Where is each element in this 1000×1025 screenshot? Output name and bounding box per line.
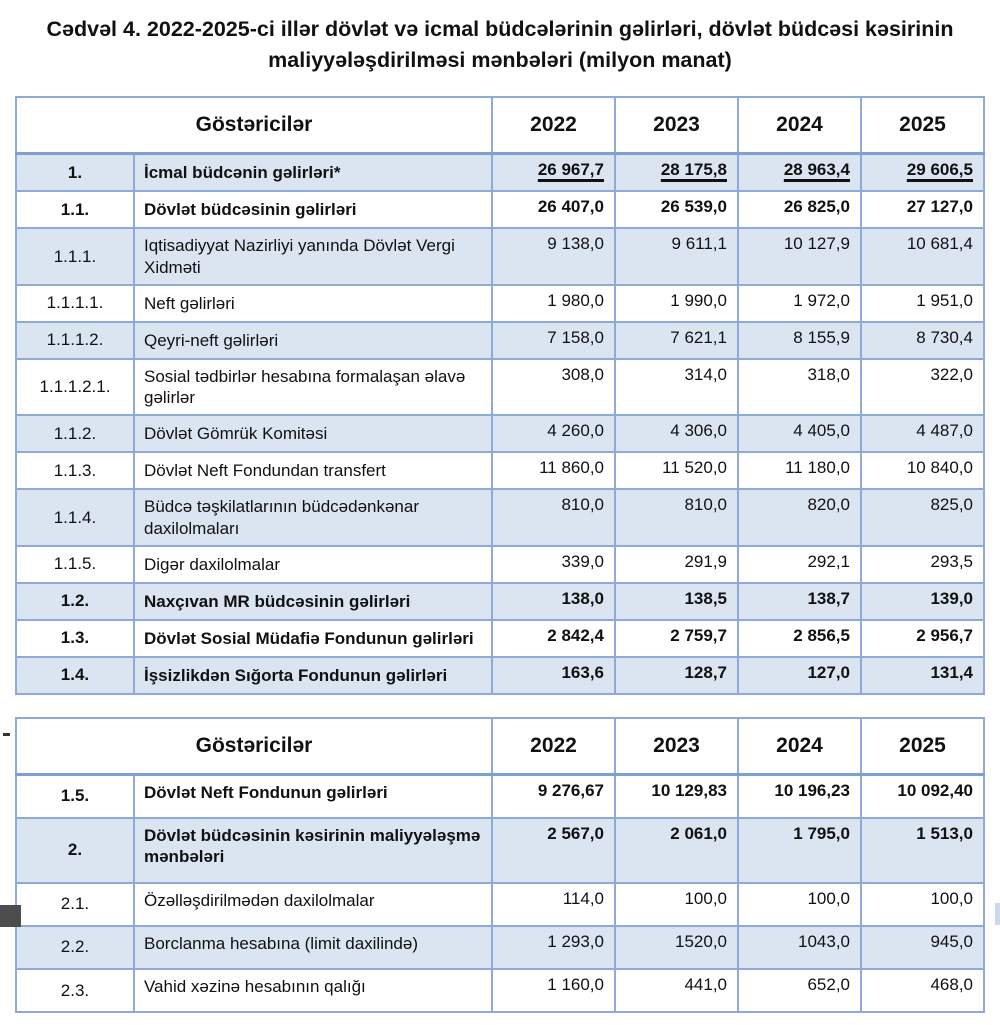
value-cell-2024: 4 405,0 <box>738 415 861 452</box>
indicator-label-cell: İcmal büdcənin gəlirləri* <box>134 154 492 192</box>
value-cell-2022: 114,0 <box>492 883 615 926</box>
row-number-cell: 1.1.4. <box>16 489 134 546</box>
year-2025-column-header: 2025 <box>861 97 984 154</box>
value-cell-2023: 1520,0 <box>615 926 738 969</box>
table-body <box>16 154 984 694</box>
value-cell-2024: 10 196,23 <box>738 774 861 818</box>
value-cell-2024: 652,0 <box>738 969 861 1012</box>
year-2022-column-header: 2022 <box>492 718 615 775</box>
year-2025-column-header: 2025 <box>861 718 984 775</box>
table-row <box>16 818 984 883</box>
value-cell-2025: 131,4 <box>861 657 984 694</box>
row-number-cell: 2.1. <box>16 883 134 926</box>
value-cell-2023: 138,5 <box>615 583 738 620</box>
value-cell-2022: 9 276,67 <box>492 774 615 818</box>
table-row <box>16 657 984 694</box>
value-cell-2025: 1 513,0 <box>861 818 984 883</box>
value-cell-2023: 128,7 <box>615 657 738 694</box>
indicator-label-cell: Dövlət Sosial Müdafiə Fondunun gəlirləri <box>134 620 492 657</box>
value-cell-2024: 820,0 <box>738 489 861 546</box>
value-cell-2023: 10 129,83 <box>615 774 738 818</box>
value-cell-2024: 292,1 <box>738 546 861 583</box>
year-2024-column-header: 2024 <box>738 718 861 775</box>
value-cell-2024: 318,0 <box>738 359 861 416</box>
value-cell-2022: 138,0 <box>492 583 615 620</box>
indicator-label-cell: Büdcə təşkilatlarının büdcədənkənar daxilolmaları <box>134 489 492 546</box>
value-cell-2024: 127,0 <box>738 657 861 694</box>
row-number-cell: 1.2. <box>16 583 134 620</box>
value-cell-2022: 26 967,7 <box>492 154 615 192</box>
table-row <box>16 228 984 285</box>
value-cell-2022: 339,0 <box>492 546 615 583</box>
table-gap <box>0 695 1000 717</box>
value-cell-2024: 28 963,4 <box>738 154 861 192</box>
table-row <box>16 154 984 192</box>
row-number-cell: 1.3. <box>16 620 134 657</box>
value-cell-2025: 825,0 <box>861 489 984 546</box>
value-cell-2024: 100,0 <box>738 883 861 926</box>
row-number-cell: 1.4. <box>16 657 134 694</box>
table-row <box>16 883 984 926</box>
value-cell-2025: 322,0 <box>861 359 984 416</box>
row-number-cell: 2. <box>16 818 134 883</box>
value-cell-2022: 26 407,0 <box>492 191 615 228</box>
value-cell-2025: 10 092,40 <box>861 774 984 818</box>
page-title: Cədvəl 4. 2022-2025-ci illər dövlət və icmal büdcələrinin gəlirləri, dövlət büdcəsi kəsirinin maliyyələşdirilməsi mənbələri (milyon manat) <box>46 17 954 73</box>
value-cell-2022: 1 980,0 <box>492 285 615 322</box>
indicator-label-cell: Dövlət Neft Fondunun gəlirləri <box>134 774 492 818</box>
table-row <box>16 774 984 818</box>
value-cell-2022: 7 158,0 <box>492 322 615 359</box>
indicator-label-cell: Iqtisadiyyat Nazirliyi yanında Dövlət Vergi Xidməti <box>134 228 492 285</box>
value-cell-2022: 308,0 <box>492 359 615 416</box>
value-cell-2023: 810,0 <box>615 489 738 546</box>
table-row <box>16 969 984 1012</box>
value-cell-2023: 28 175,8 <box>615 154 738 192</box>
value-cell-2025: 10 681,4 <box>861 228 984 285</box>
indicator-label-cell: Neft gəlirləri <box>134 285 492 322</box>
table-row <box>16 359 984 416</box>
indicator-label-cell: Dövlət büdcəsinin kəsirinin maliyyələşmə mənbələri <box>134 818 492 883</box>
table-row <box>16 546 984 583</box>
value-cell-2023: 314,0 <box>615 359 738 416</box>
year-2023-column-header: 2023 <box>615 97 738 154</box>
value-cell-2025: 2 956,7 <box>861 620 984 657</box>
value-cell-2024: 2 856,5 <box>738 620 861 657</box>
table-row <box>16 583 984 620</box>
value-cell-2023: 4 306,0 <box>615 415 738 452</box>
value-cell-2025: 293,5 <box>861 546 984 583</box>
row-number-cell: 1.1.1.2. <box>16 322 134 359</box>
value-cell-2025: 29 606,5 <box>861 154 984 192</box>
indicator-label-cell: Digər daxilolmalar <box>134 546 492 583</box>
value-cell-2025: 139,0 <box>861 583 984 620</box>
value-cell-2023: 2 759,7 <box>615 620 738 657</box>
value-cell-2025: 945,0 <box>861 926 984 969</box>
row-number-cell: 2.2. <box>16 926 134 969</box>
value-cell-2024: 1043,0 <box>738 926 861 969</box>
value-cell-2022: 4 260,0 <box>492 415 615 452</box>
value-cell-2023: 100,0 <box>615 883 738 926</box>
value-cell-2022: 1 293,0 <box>492 926 615 969</box>
value-cell-2022: 2 842,4 <box>492 620 615 657</box>
row-number-cell: 1.5. <box>16 774 134 818</box>
value-cell-2025: 10 840,0 <box>861 452 984 489</box>
value-cell-2022: 9 138,0 <box>492 228 615 285</box>
value-cell-2023: 441,0 <box>615 969 738 1012</box>
value-cell-2024: 138,7 <box>738 583 861 620</box>
table-row <box>16 452 984 489</box>
deficit-financing-table <box>15 717 985 1014</box>
value-cell-2022: 11 860,0 <box>492 452 615 489</box>
indicator-label-cell: Dövlət Gömrük Komitəsi <box>134 415 492 452</box>
value-cell-2022: 2 567,0 <box>492 818 615 883</box>
value-cell-2024: 1 972,0 <box>738 285 861 322</box>
value-cell-2025: 27 127,0 <box>861 191 984 228</box>
header-row <box>16 718 984 775</box>
scan-artifact-left-block <box>0 905 21 927</box>
row-number-cell: 1.1.2. <box>16 415 134 452</box>
value-cell-2025: 8 730,4 <box>861 322 984 359</box>
value-cell-2023: 7 621,1 <box>615 322 738 359</box>
indicators-column-header: Göstəricilər <box>16 97 492 154</box>
value-cell-2022: 163,6 <box>492 657 615 694</box>
revenues-table <box>15 96 985 695</box>
row-number-cell: 1.1.1. <box>16 228 134 285</box>
value-cell-2025: 468,0 <box>861 969 984 1012</box>
value-cell-2024: 8 155,9 <box>738 322 861 359</box>
row-number-cell: 1.1.1.1. <box>16 285 134 322</box>
indicator-label-cell: Dövlət büdcəsinin gəlirləri <box>134 191 492 228</box>
value-cell-2023: 1 990,0 <box>615 285 738 322</box>
indicator-label-cell: Qeyri-neft gəlirləri <box>134 322 492 359</box>
value-cell-2023: 11 520,0 <box>615 452 738 489</box>
indicator-label-cell: Vahid xəzinə hesabının qalığı <box>134 969 492 1012</box>
row-number-cell: 1. <box>16 154 134 192</box>
indicator-label-cell: Özəlləşdirilmədən daxilolmalar <box>134 883 492 926</box>
table-header <box>16 97 984 154</box>
value-cell-2022: 1 160,0 <box>492 969 615 1012</box>
table-row <box>16 415 984 452</box>
value-cell-2024: 1 795,0 <box>738 818 861 883</box>
scan-artifact-dash <box>3 733 10 736</box>
table-header <box>16 718 984 775</box>
row-number-cell: 1.1. <box>16 191 134 228</box>
row-number-cell: 2.3. <box>16 969 134 1012</box>
year-2022-column-header: 2022 <box>492 97 615 154</box>
indicator-label-cell: Sosial tədbirlər hesabına formalaşan əlavə gəlirlər <box>134 359 492 416</box>
indicator-label-cell: Borclanma hesabına (limit daxilində) <box>134 926 492 969</box>
value-cell-2025: 4 487,0 <box>861 415 984 452</box>
value-cell-2025: 100,0 <box>861 883 984 926</box>
table-row <box>16 322 984 359</box>
indicator-label-cell: Naxçıvan MR büdcəsinin gəlirləri <box>134 583 492 620</box>
row-number-cell: 1.1.1.2.1. <box>16 359 134 416</box>
value-cell-2024: 11 180,0 <box>738 452 861 489</box>
value-cell-2024: 10 127,9 <box>738 228 861 285</box>
value-cell-2025: 1 951,0 <box>861 285 984 322</box>
table-row <box>16 285 984 322</box>
indicator-label-cell: İşsizlikdən Sığorta Fondunun gəlirləri <box>134 657 492 694</box>
value-cell-2022: 810,0 <box>492 489 615 546</box>
header-row <box>16 97 984 154</box>
row-number-cell: 1.1.3. <box>16 452 134 489</box>
row-number-cell: 1.1.5. <box>16 546 134 583</box>
indicator-label-cell: Dövlət Neft Fondundan transfert <box>134 452 492 489</box>
year-2023-column-header: 2023 <box>615 718 738 775</box>
indicators-column-header: Göstəricilər <box>16 718 492 775</box>
table-row <box>16 489 984 546</box>
table-body <box>16 774 984 1012</box>
table-row <box>16 191 984 228</box>
value-cell-2023: 291,9 <box>615 546 738 583</box>
value-cell-2024: 26 825,0 <box>738 191 861 228</box>
year-2024-column-header: 2024 <box>738 97 861 154</box>
value-cell-2023: 9 611,1 <box>615 228 738 285</box>
table-row <box>16 926 984 969</box>
table-row <box>16 620 984 657</box>
value-cell-2023: 2 061,0 <box>615 818 738 883</box>
scan-artifact-right-block <box>995 903 1000 925</box>
value-cell-2023: 26 539,0 <box>615 191 738 228</box>
